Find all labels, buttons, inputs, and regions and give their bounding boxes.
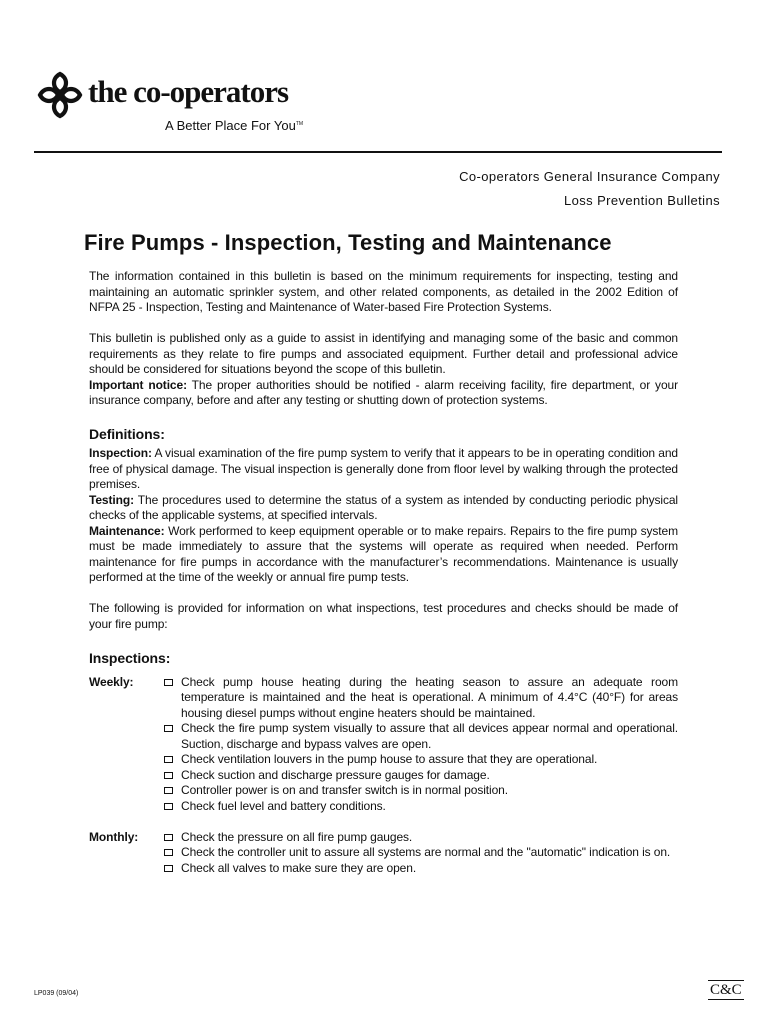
trademark-symbol: TM — [295, 121, 304, 127]
checklist-item-text: Check the fire pump system visually to assure that all devices appear normal and operational. Suction, discharge and bypass valves are open. — [181, 721, 678, 751]
important-notice — [89, 378, 678, 409]
checkbox-icon — [164, 803, 173, 810]
monthly-label: Monthly: — [89, 829, 139, 844]
weekly-checklist — [164, 675, 678, 815]
checkbox-icon — [164, 787, 173, 794]
company-logo — [34, 68, 334, 136]
weekly-schedule — [89, 675, 678, 815]
checklist-item — [164, 783, 678, 799]
checklist-item — [164, 721, 678, 752]
checklist-item-text: Controller power is on and transfer switch is in normal position. — [181, 783, 508, 797]
checklist-item-text: Check fuel level and battery conditions. — [181, 798, 386, 813]
tagline-text: A Better Place For You — [165, 118, 296, 133]
inspections-heading: Inspections: — [89, 649, 171, 666]
checkbox-icon — [164, 834, 173, 841]
footer-mark: C&C — [710, 982, 742, 998]
checkbox-icon — [164, 725, 173, 732]
brand-tagline — [165, 116, 303, 134]
co-operators-logo-icon — [34, 68, 86, 122]
bulletin-body — [89, 269, 678, 876]
checklist-item — [164, 752, 678, 768]
checklist-item-text: Check all valves to make sure they are open. — [181, 860, 417, 875]
checklist-item — [164, 861, 678, 877]
weekly-label: Weekly: — [89, 674, 134, 689]
company-name: Co-operators General Insurance Company — [459, 169, 720, 184]
checklist-item-text: Check ventilation louvers in the pump house to assure that they are operational. — [181, 752, 598, 766]
testing-text: The procedures used to determine the status of a system as intended by conducting periodic physical checks of the applicable systems, at specified intervals. — [89, 492, 678, 522]
checklist-item-text: Check suction and discharge pressure gauges for damage. — [181, 767, 490, 782]
checkbox-icon — [164, 849, 173, 856]
definitions-heading: Definitions: — [89, 426, 165, 442]
definition-inspection — [89, 446, 678, 493]
brand-name: the co-operators — [88, 74, 289, 109]
definition-testing — [89, 493, 678, 524]
checklist-item — [164, 845, 678, 861]
bulletin-series: Loss Prevention Bulletins — [564, 193, 720, 208]
checklist-item-text: Check the controller unit to assure all systems are normal and the "automatic" indication is on. — [181, 845, 671, 859]
monthly-schedule — [89, 830, 678, 877]
checklist-item — [164, 799, 678, 815]
definition-maintenance — [89, 524, 678, 586]
checkbox-icon — [164, 865, 173, 872]
document-code: LP039 (09/04) — [34, 990, 79, 997]
company-info — [459, 165, 720, 213]
notice-text: The proper authorities should be notified - alarm receiving facility, fire department, or your insurance company, before and after any testing or shutting down of protection systems. — [89, 377, 678, 407]
intro-paragraph: The information contained in this bulletin is based on the minimum requirements for inspecting, testing and maintaining an automatic sprinkler system, and other related components, as detailed in the 2002 Edition of NFPA 25 - Inspection, Testing and Maintenance of Water-based Fire Protection Systems. — [89, 269, 678, 314]
checklist-item-text: Check pump house heating during the heating season to assure an adequate room temperature is maintained and the heat is operational. A minimum of 4.4°C (40°F) for areas housing diesel pumps without engine heaters should be maintained. — [181, 674, 678, 720]
testing-label: Testing: — [89, 492, 134, 507]
maintenance-label: Maintenance: — [89, 523, 165, 538]
maintenance-text: Work performed to keep equipment operable or to make repairs. Repairs to the fire pump system must be made immediately to assure that the systems will operate as required when needed. Perform maintenance for fire pumps in accordance with the manufacturer’s recommendations. Maintenance is usually performed at the time of the weekly or annual fire pump tests. — [89, 523, 678, 584]
checklist-item — [164, 830, 678, 846]
checklist-item — [164, 768, 678, 784]
checklist-item-text: Check the pressure on all fire pump gauges. — [181, 829, 413, 844]
following-paragraph: The following is provided for information on what inspections, test procedures and checks should be made of your fire pump: — [89, 601, 678, 631]
checklist-item — [164, 675, 678, 722]
page-title: Fire Pumps - Inspection, Testing and Maintenance — [84, 230, 612, 255]
checkbox-icon — [164, 772, 173, 779]
inspection-text: A visual examination of the fire pump system to verify that it appears to be in operating condition and free of physical damage. The visual inspection is generally done from floor level by walking through the protected premises. — [89, 446, 678, 491]
notice-label: Important notice: — [89, 377, 187, 392]
monthly-checklist — [164, 830, 678, 877]
scope-paragraph: This bulletin is published only as a guide to assist in identifying and managing some of the basic and common requirements as they relate to fire pumps and associated equipment. Further detail and professional advice should be considered for situations beyond the scope of this bulletin. — [89, 331, 678, 376]
header-divider — [34, 151, 722, 153]
checkbox-icon — [164, 679, 173, 686]
checkbox-icon — [164, 756, 173, 763]
inspection-label: Inspection: — [89, 446, 152, 460]
